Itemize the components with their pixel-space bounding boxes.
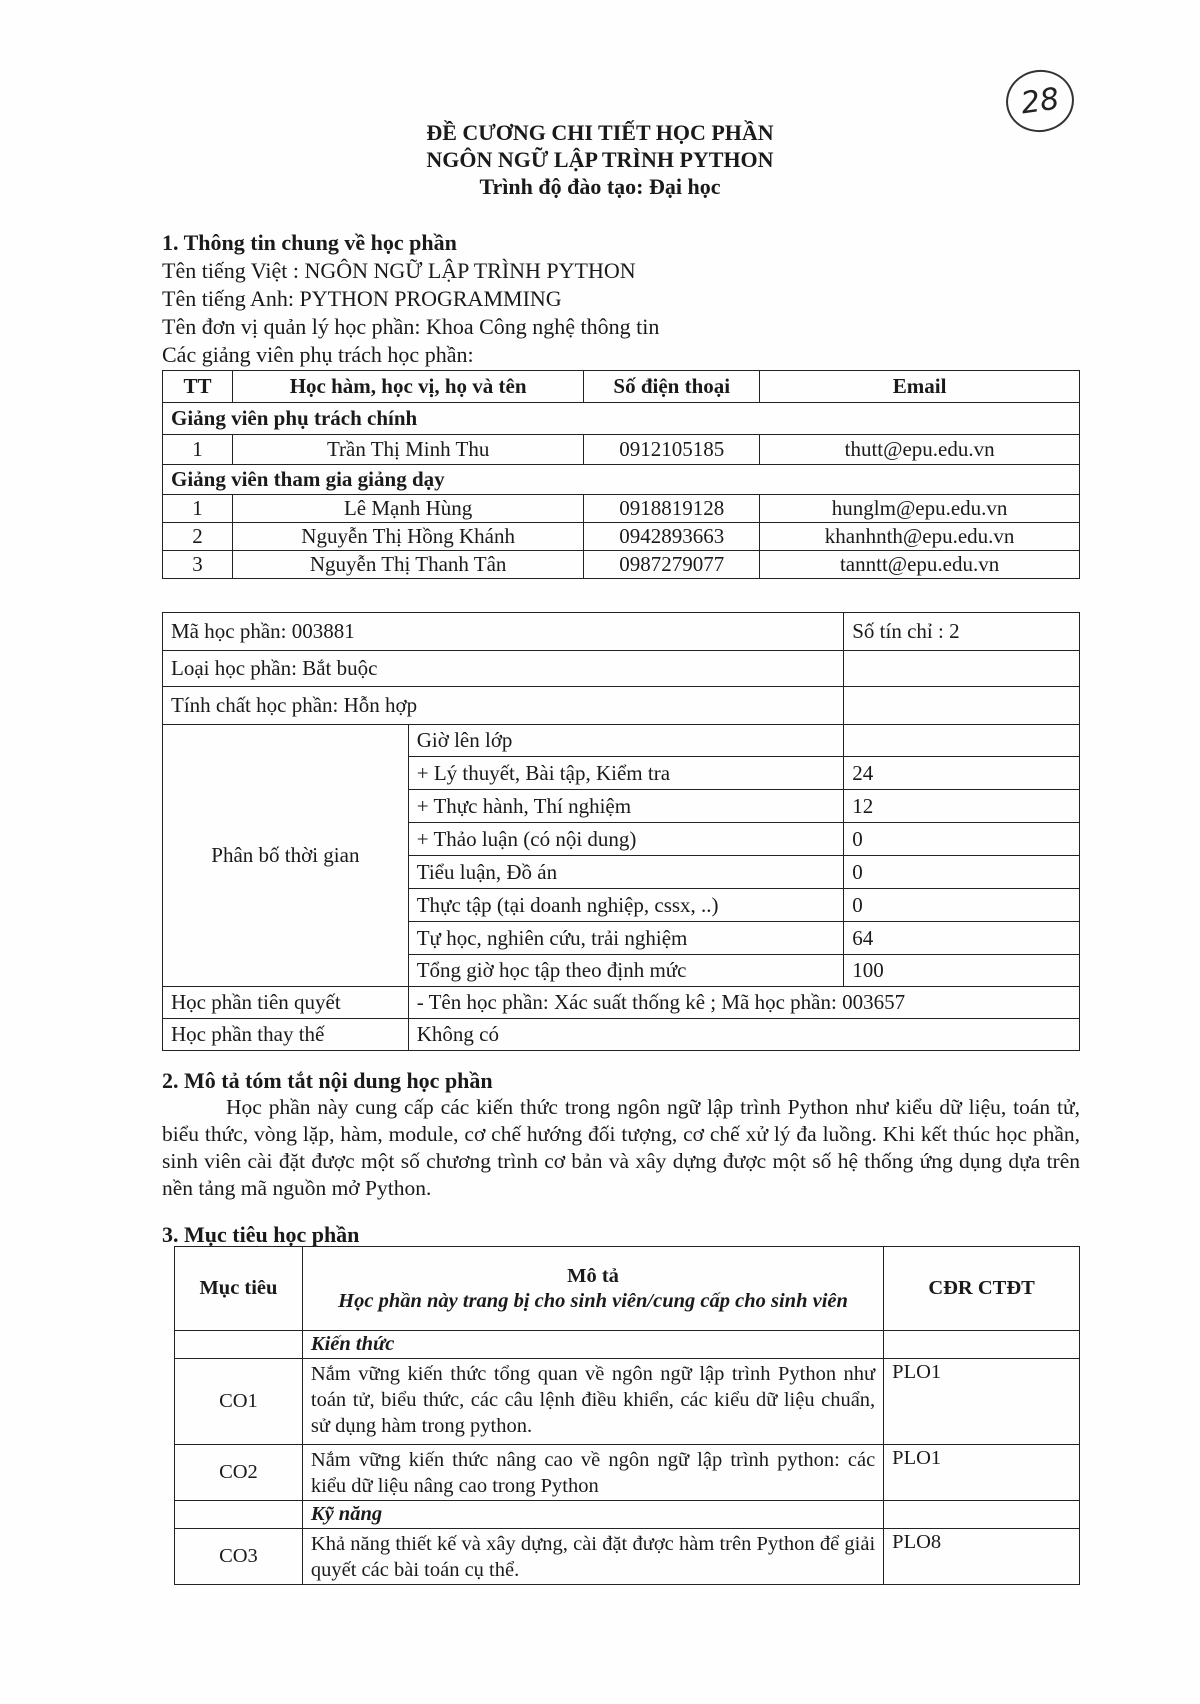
group-other-lecturers: Giảng viên tham gia giảng dạy [163, 465, 1080, 495]
objective-desc: Nắm vững kiến thức nâng cao về ngôn ngữ lập trình python: các kiểu dữ liệu nâng cao trong Python [302, 1445, 883, 1501]
col-objective: Mục tiêu [175, 1247, 303, 1331]
objective-desc: Nắm vững kiến thức tổng quan về ngôn ngữ lập trình Python như toán tử, biểu thức, các câu lệnh điều khiển, các kiểu dữ liệu chuẩn, sử dụng hàm trong python. [302, 1359, 883, 1445]
row-phone: 0987279077 [584, 551, 760, 579]
col-description [302, 1247, 883, 1331]
group-skills: Kỹ năng [302, 1501, 883, 1529]
objective-plo: PLO1 [884, 1445, 1080, 1501]
table-row [163, 523, 1080, 551]
page-number-stamp: 28 [1002, 66, 1078, 137]
course-nature-empty [844, 687, 1080, 725]
course-credits: Số tín chỉ : 2 [844, 613, 1080, 651]
en-name: Tên tiếng Anh: PYTHON PROGRAMMING [162, 286, 562, 311]
table-row [175, 1359, 1080, 1445]
table-row [175, 1529, 1080, 1585]
row-phone: 0918819128 [584, 495, 760, 523]
vn-name: Tên tiếng Việt : NGÔN NGỮ LẬP TRÌNH PYTHON [162, 258, 636, 283]
row-email: tanntt@epu.edu.vn [760, 551, 1080, 579]
table-row [163, 435, 1080, 465]
row-name: Trần Thị Minh Thu [232, 435, 583, 465]
objectives-table [174, 1246, 1080, 1585]
table-row [163, 495, 1080, 523]
objective-desc: Khả năng thiết kế và xây dựng, cài đặt được hàm trên Python để giải quyết các bài toán cụ thể. [302, 1529, 883, 1585]
row-email: hunglm@epu.edu.vn [760, 495, 1080, 523]
group-knowledge: Kiến thức [302, 1331, 883, 1359]
prereq-label: Học phần tiên quyết [163, 987, 409, 1019]
time-row-label: Tiểu luận, Đồ án [408, 856, 844, 889]
objective-id: CO1 [175, 1359, 303, 1445]
training-level: Trình độ đào tạo: Đại học [479, 174, 721, 199]
section1-title: 1. Thông tin chung về học phần [162, 230, 457, 255]
row-name: Nguyễn Thị Thanh Tân [232, 551, 583, 579]
time-row-label: + Thực hành, Thí nghiệm [408, 790, 844, 823]
col-description-title: Mô tả [567, 1264, 619, 1287]
col-plo: CĐR CTĐT [884, 1247, 1080, 1331]
time-row-label: Giờ lên lớp [408, 725, 844, 757]
time-row-label: Thực tập (tại doanh nghiệp, cssx, ..) [408, 889, 844, 922]
time-row-label: Tổng giờ học tập theo định mức [408, 955, 844, 987]
replacement-label: Học phần thay thế [163, 1019, 409, 1051]
col-phone: Số điện thoại [584, 371, 760, 403]
course-type: Loại học phần: Bắt buộc [163, 651, 844, 687]
row-phone: 0912105185 [584, 435, 760, 465]
row-tt: 1 [163, 435, 233, 465]
time-row-value: 24 [844, 757, 1080, 790]
group-empty [175, 1501, 303, 1529]
table-row [163, 551, 1080, 579]
row-name: Lê Mạnh Hùng [232, 495, 583, 523]
col-tt: TT [163, 371, 233, 403]
time-row-value: 0 [844, 823, 1080, 856]
lecturers-label: Các giảng viên phụ trách học phần: [162, 342, 474, 367]
table-header-row [163, 371, 1080, 403]
objective-plo: PLO1 [884, 1359, 1080, 1445]
objective-id: CO3 [175, 1529, 303, 1585]
row-email: khanhnth@epu.edu.vn [760, 523, 1080, 551]
time-row-value: 12 [844, 790, 1080, 823]
lecturers-table [162, 370, 1080, 579]
col-name: Học hàm, học vị, họ và tên [232, 371, 583, 403]
replacement-value: Không có [408, 1019, 1079, 1051]
time-row-value: 0 [844, 856, 1080, 889]
col-email: Email [760, 371, 1080, 403]
doc-title: ĐỀ CƯƠNG CHI TIẾT HỌC PHẦN [426, 120, 774, 145]
course-type-empty [844, 651, 1080, 687]
col-description-subtitle: Học phần này trang bị cho sinh viên/cung cấp cho sinh viên [338, 1289, 848, 1312]
table-row [175, 1445, 1080, 1501]
time-row-label: + Thảo luận (có nội dung) [408, 823, 844, 856]
section2-title: 2. Mô tả tóm tắt nội dung học phần [162, 1068, 493, 1093]
time-row-value: 64 [844, 922, 1080, 955]
group-main-lecturer: Giảng viên phụ trách chính [163, 403, 1080, 435]
group-empty [884, 1331, 1080, 1359]
row-tt: 3 [163, 551, 233, 579]
objective-id: CO2 [175, 1445, 303, 1501]
row-name: Nguyễn Thị Hồng Khánh [232, 523, 583, 551]
time-row-label: Tự học, nghiên cứu, trải nghiệm [408, 922, 844, 955]
course-nature: Tính chất học phần: Hỗn hợp [163, 687, 844, 725]
time-row-value: 0 [844, 889, 1080, 922]
section3-title: 3. Mục tiêu học phần [162, 1222, 360, 1247]
time-row-value: 100 [844, 955, 1080, 987]
group-empty [175, 1331, 303, 1359]
course-title: NGÔN NGỮ LẬP TRÌNH PYTHON [426, 147, 774, 172]
time-row-value [844, 725, 1080, 757]
prereq-value: - Tên học phần: Xác suất thống kê ; Mã học phần: 003657 [408, 987, 1079, 1019]
row-tt: 2 [163, 523, 233, 551]
row-email: thutt@epu.edu.vn [760, 435, 1080, 465]
course-info-table [162, 612, 1080, 1051]
time-row-label: + Lý thuyết, Bài tập, Kiểm tra [408, 757, 844, 790]
row-tt: 1 [163, 495, 233, 523]
objective-plo: PLO8 [884, 1529, 1080, 1585]
course-code: Mã học phần: 003881 [163, 613, 844, 651]
row-phone: 0942893663 [584, 523, 760, 551]
time-allocation-label: Phân bố thời gian [163, 725, 409, 987]
managing-unit: Tên đơn vị quản lý học phần: Khoa Công nghệ thông tin [162, 314, 660, 339]
course-description: Học phần này cung cấp các kiến thức trong ngôn ngữ lập trình Python như kiểu dữ liệu, toán tử, biểu thức, vòng lặp, hàm, module, cơ chế hướng đối tượng, cơ chế xử lý đa luồng. Khi kết thúc học phần, sinh viên cài đặt được một số chương trình cơ bản và xây dựng được một số hệ thống ứng dụng dựa trên nền tảng mã nguồn mở Python. [162, 1095, 1080, 1200]
table-header-row [175, 1247, 1080, 1331]
group-empty [884, 1501, 1080, 1529]
